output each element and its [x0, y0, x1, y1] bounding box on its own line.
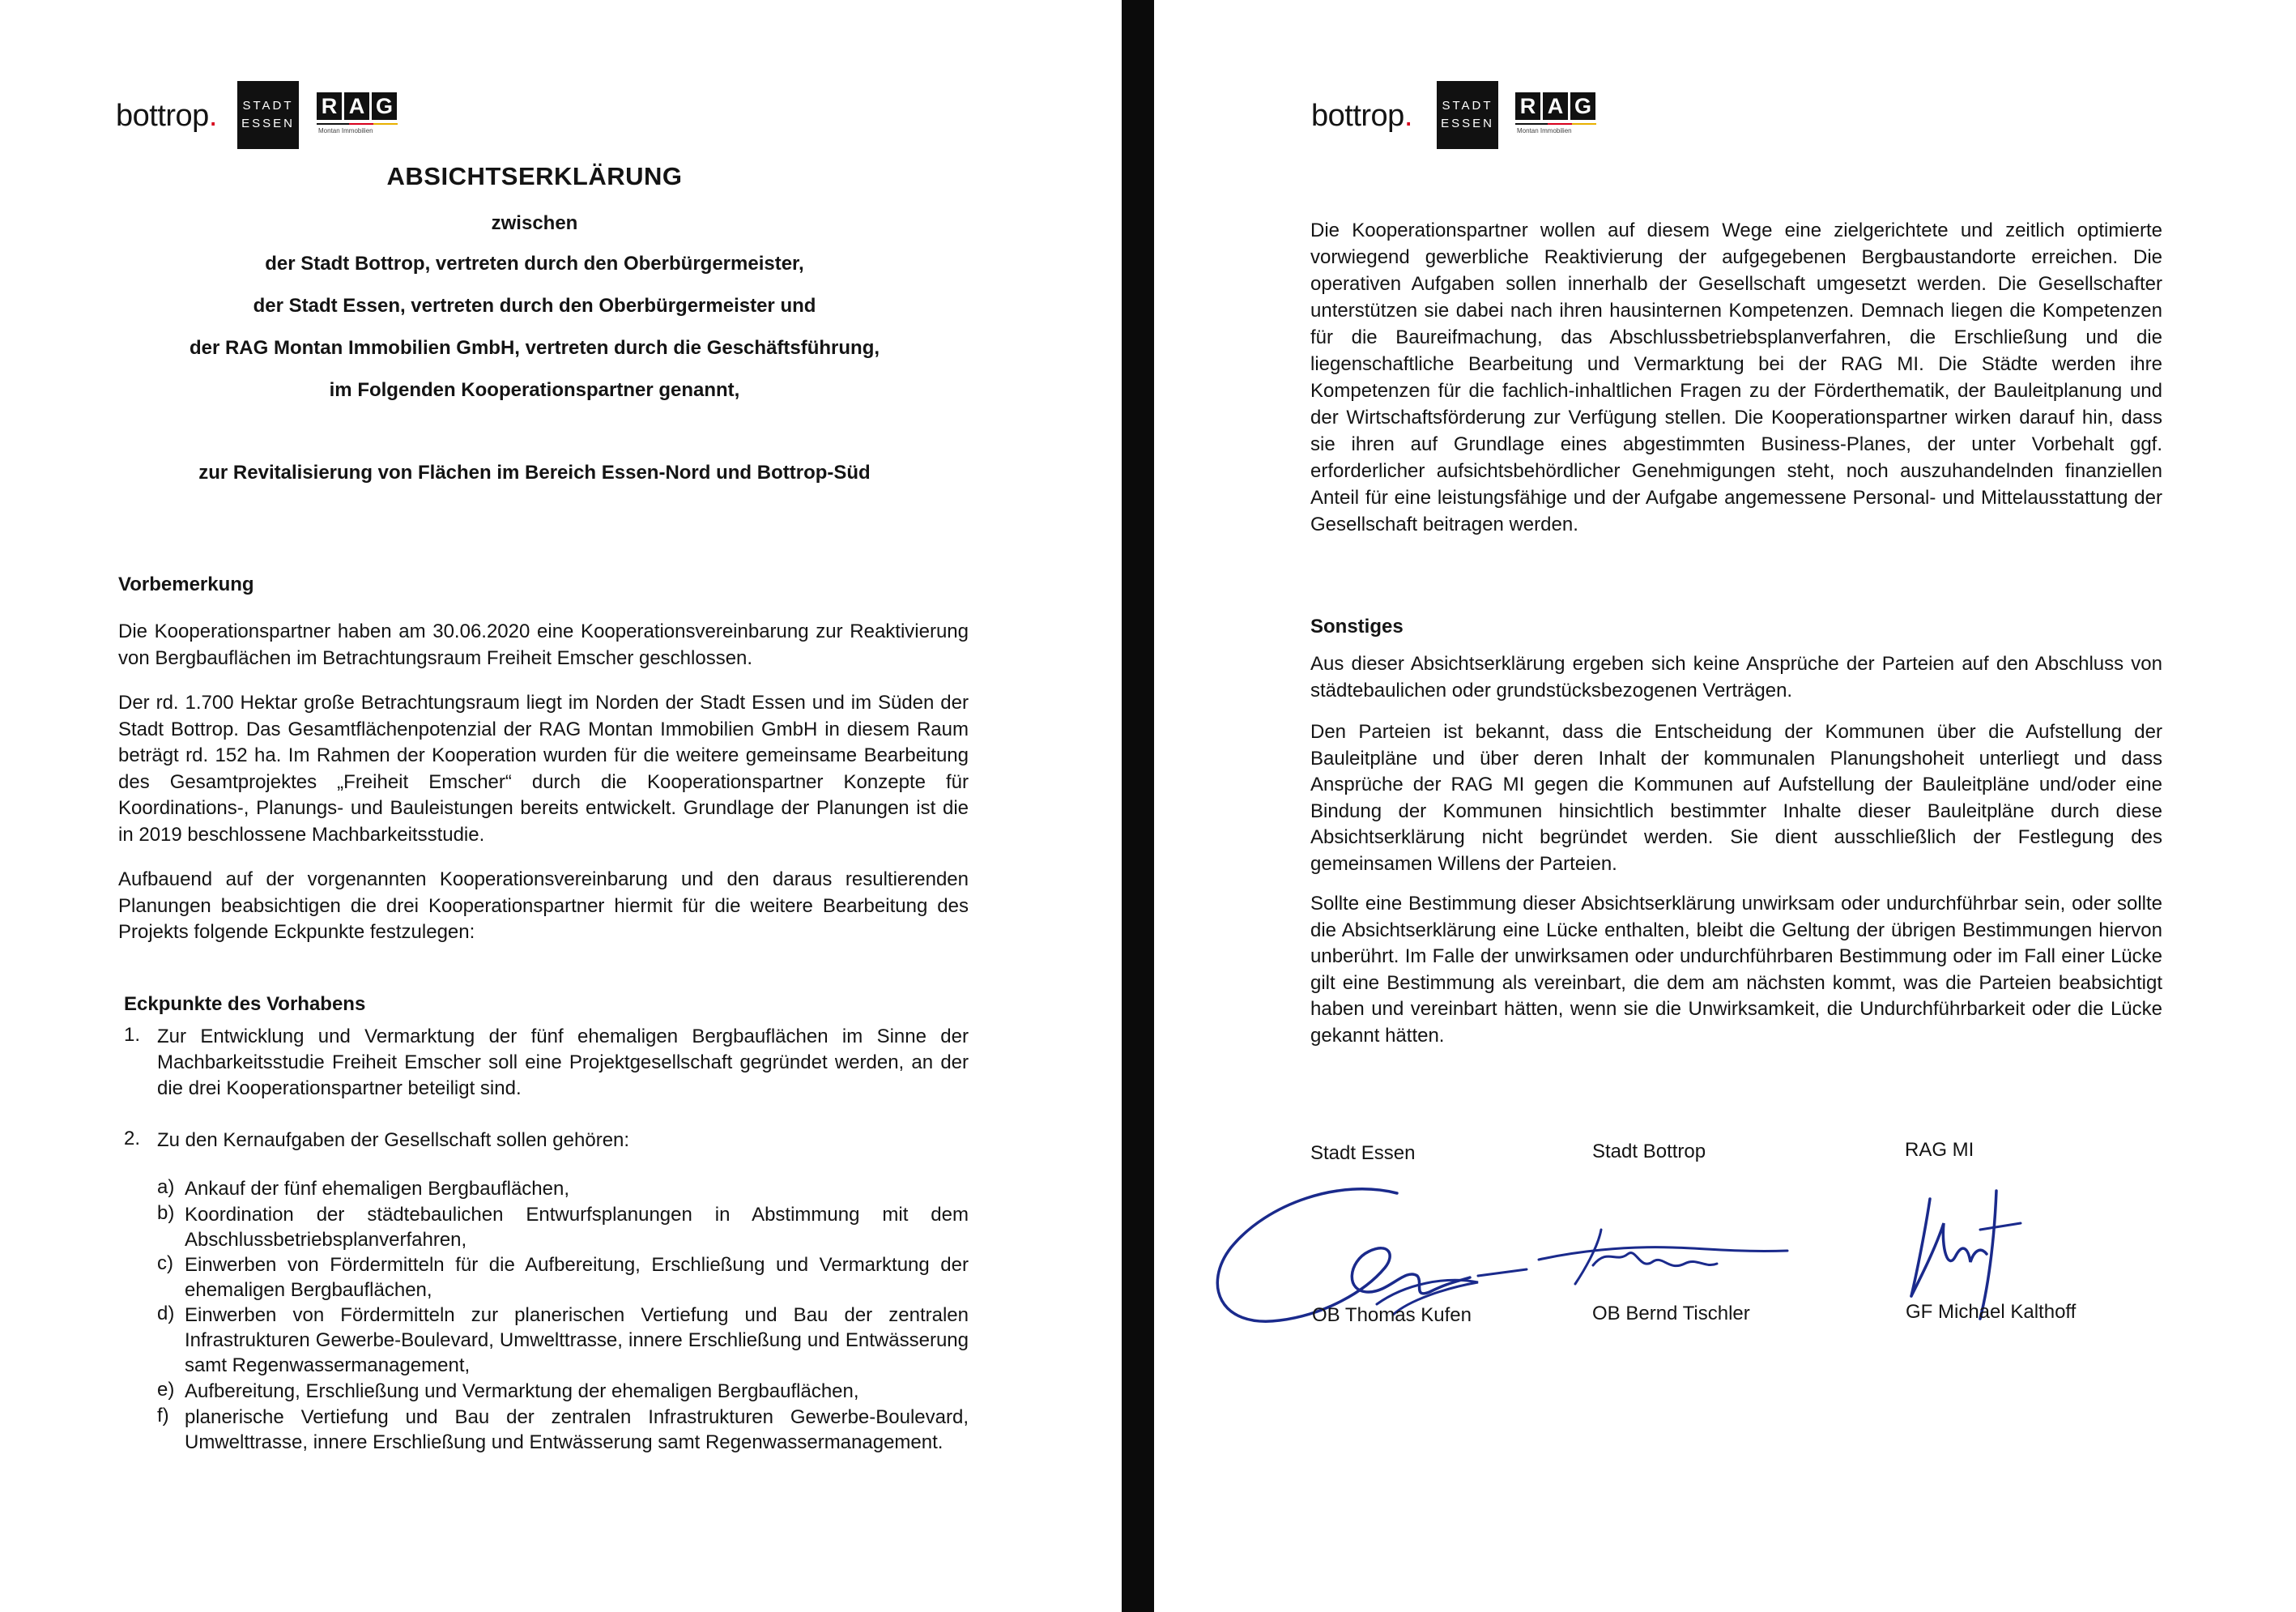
party-essen: der Stadt Essen, vertreten durch den Oberbürgermeister und — [253, 295, 816, 317]
paragraph-no-claims: Aus dieser Absichtserklärung ergeben sich keine Ansprüche der Parteien auf den Abschluss von städtebaulichen oder grundstücksbezogenen Verträgen. — [1310, 653, 2162, 702]
list-item: Zur Entwicklung und Vermarktung der fünf ehemaligen Bergbauflächen im Sinne der Machbarkeitsstudie Freiheit Emscher soll eine Projektgesellschaft gegründet werden, an der die drei Kooperationspartner beteiligt sind. — [157, 1026, 969, 1099]
stadt-essen-logo: STADT ESSEN — [237, 81, 299, 149]
stadt-essen-logo: STADT ESSEN — [1437, 81, 1498, 149]
task-letter: e) — [157, 1379, 175, 1401]
document-page-1 — [0, 0, 1122, 1612]
section-heading-eckpunkte: Eckpunkte des Vorhabens — [124, 993, 366, 1015]
task-letter: d) — [157, 1303, 175, 1324]
signatory-name: OB Thomas Kufen — [1312, 1304, 1472, 1326]
task-item: Ankauf der fünf ehemaligen Bergbauflächen, — [185, 1178, 569, 1200]
paragraph-planning-sovereignty: Den Parteien ist bekannt, dass die Entscheidung der Kommunen über die Aufstellung der Bauleitpläne und über deren Inhalt der kommunalen Planungshoheit unterliegt und dass Ansprüche der RAG MI gegen die Kommunen auf Aufstellung der Bauleitpläne und/oder eine Bindung der Kommunen hinsichtlich bestimmter Inhalte dieser Bauleitpläne durch diese Absichtserklärung nicht begründet werden. Sie dient ausschließlich der Festlegung des gemeinsamen Willens der Parteien. — [1310, 721, 2162, 875]
section-heading-sonstiges: Sonstiges — [1310, 616, 1404, 638]
task-item: Einwerben von Fördermitteln zur planerischen Vertiefung und Bau der zentralen Infrastrukturen Gewerbe-Boulevard, Umwelttrasse, innere Erschließung und Entwässerung samt Regenwassermanagement, — [185, 1304, 969, 1376]
task-letter: a) — [157, 1176, 175, 1198]
signatory-name: OB Bernd Tischler — [1592, 1303, 1750, 1324]
task-letter: b) — [157, 1202, 175, 1224]
bottrop-logo: bottrop. — [1311, 99, 1412, 133]
rag-logo: R A G Montan Immobilien — [317, 92, 406, 133]
purpose-line: zur Revitalisierung von Flächen im Bereich Essen-Nord und Bottrop-Süd — [198, 462, 871, 484]
task-letter: f) — [157, 1405, 169, 1426]
task-item: Aufbereitung, Erschließung und Vermarktung der ehemaligen Bergbauflächen, — [185, 1380, 859, 1402]
logo-bar — [116, 81, 440, 154]
paragraph-cooperation: Die Kooperationspartner wollen auf diesem Wege eine zielgerichtete und zeitlich optimierte vorwiegend gewerbliche Reaktivierung der aufgegebenen Bergbaustandorte erreichen. Die operativen Aufgaben sollen innerhalb der Gesellschaft umgesetzt werden. Die Gesellschafter unterstützen sie dabei nach ihren hausinternen Kompetenzen. Demnach liegen die Kompetenzen für die Baureifmachung, das Abschlussbetriebsplanverfahren, die Erschließung und die liegenschaftliche Bearbeitung und Vermarktung bei der RAG MI. Die Städte werden ihre Kompetenzen für die fachlich-inhaltlichen Fragen zu der Förderthematik, der Bauleitplanung und der Wirtschaftsförderung zur Verfügung stellen. Die Kooperationspartner wirken darauf hin, dass sie ihren auf Grundlage eines abgestimmten Business-Planes, der unter Vorbehalt ggf. erforderlicher aufsichtsbehördlicher Genehmigungen steht, noch auszuhandelnden finanziellen Anteil für eine leistungsfähige und der Aufgabe angemessene Personal- und Mittelausstattung der Gesellschaft beitragen werden. — [1310, 220, 2162, 535]
document-page-2 — [1154, 0, 2296, 1612]
paragraph-severability: Sollte eine Bestimmung dieser Absichtserklärung unwirksam oder undurchführbar sein, oder sollte die Absichtserklärung eine Lücke enthalten, bleibt die Geltung der übrigen Bestimmungen hiervon unberührt. Im Falle der unwirksamen oder undurchführbaren Bestimmung oder im Fall einer Lücke gilt eine Bestimmung als vereinbart, die dem am nächsten kommt, was die Parteien beabsichtigt haben und vereinbart hätten, wenn sie die Unwirksamkeit, die Undurchführbarkeit oder die Lücke gekannt hätten. — [1310, 893, 2162, 1047]
party-rag: der RAG Montan Immobilien GmbH, vertreten durch die Geschäftsführung, — [189, 337, 880, 359]
between-label: zwischen — [491, 212, 578, 234]
task-item: planerische Vertiefung und Bau der zentralen Infrastrukturen Gewerbe-Boulevard, Umwelttrasse, innere Erschließung und Entwässerung samt Regenwassermanagement. — [185, 1406, 969, 1453]
signatory-org: RAG MI — [1905, 1139, 1974, 1161]
signatory-name: GF Michael Kalthoff — [1906, 1301, 2077, 1323]
list-number: 2. — [124, 1128, 141, 1149]
list-item: Zu den Kernaufgaben der Gesellschaft sollen gehören: — [157, 1129, 630, 1151]
signatory-org: Stadt Bottrop — [1592, 1141, 1706, 1162]
document-title: ABSICHTSERKLÄRUNG — [386, 162, 683, 190]
list-number: 1. — [124, 1024, 141, 1046]
party-note: im Folgenden Kooperationspartner genannt, — [329, 379, 740, 401]
task-item: Koordination der städtebaulichen Entwurfsplanungen in Abstimmung mit dem Abschlussbetriebsplanverfahren, — [185, 1204, 969, 1251]
task-letter: c) — [157, 1252, 173, 1274]
logo-bar — [1311, 81, 1635, 154]
paragraph-2: Der rd. 1.700 Hektar große Betrachtungsraum liegt im Norden der Stadt Essen und im Süden der Stadt Bottrop. Das Gesamtflächenpotenzial der RAG Montan Immobilien GmbH in diesem Raum beträgt rd. 152 ha. Im Rahmen der Kooperation wurden für die weitere gemeinsame Bearbeitung des Gesamtprojektes „Freiheit Emscher“ durch die Kooperationspartner Konzepte für Koordinations-, Planungs- und Bauleistungen bereits entwickelt. Grundlage der Planungen ist die in 2019 beschlossene Machbarkeitsstudie. — [118, 692, 969, 846]
section-heading-vorbemerkung: Vorbemerkung — [118, 574, 254, 595]
rag-logo: R A G Montan Immobilien — [1515, 92, 1604, 133]
paragraph-3: Aufbauend auf der vorgenannten Kooperationsvereinbarung und den daraus resultierenden Planungen beabsichtigen die drei Kooperationspartner hiermit für die weitere Bearbeitung des Projekts folgende Eckpunkte festzulegen: — [118, 868, 969, 943]
signatory-org: Stadt Essen — [1310, 1142, 1416, 1164]
bottrop-logo: bottrop. — [116, 99, 217, 133]
party-bottrop: der Stadt Bottrop, vertreten durch den Oberbürgermeister, — [265, 253, 804, 275]
signature-tischler — [1527, 1215, 1794, 1292]
page-gutter — [1122, 0, 1154, 1612]
paragraph-1: Die Kooperationspartner haben am 30.06.2020 eine Kooperationsvereinbarung zur Reaktivierung von Bergbauflächen im Betrachtungsraum Freiheit Emscher geschlossen. — [118, 620, 969, 669]
task-item: Einwerben von Fördermitteln für die Aufbereitung, Erschließung und Vermarktung der ehemaligen Bergbauflächen, — [185, 1254, 969, 1301]
